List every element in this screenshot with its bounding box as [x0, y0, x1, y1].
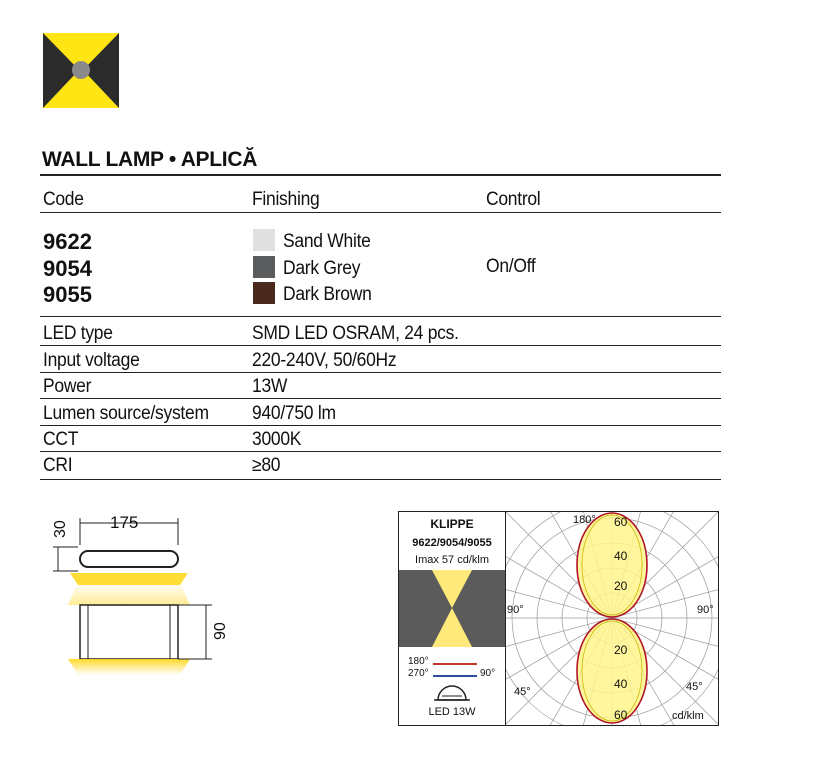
header-finishing: Finishing — [252, 189, 320, 210]
angle-label-left: 90° — [507, 604, 524, 616]
spec-value: SMD LED OSRAM, 24 pcs. — [252, 323, 459, 344]
dimension-width: 175 — [110, 513, 139, 532]
spec-label: Input voltage — [43, 350, 140, 371]
header-rule — [40, 212, 721, 213]
polar-diagram — [506, 512, 718, 725]
tick-label: 40 — [614, 549, 628, 563]
photometric-codes: 9622/9054/9055 — [412, 537, 492, 549]
legend-line-blue — [433, 675, 477, 677]
title-rule — [40, 174, 721, 176]
header-control: Control — [486, 189, 541, 210]
swatch-sand-white — [253, 229, 275, 251]
intensity-lobe — [577, 619, 647, 723]
spec-value: 220-240V, 50/60Hz — [252, 350, 397, 371]
spec-label: CCT — [43, 429, 79, 450]
angle-label-top: 180° — [573, 514, 596, 526]
spec-rule — [40, 398, 721, 399]
spec-label: CRI — [43, 455, 73, 476]
intensity-lobe — [577, 513, 647, 617]
dimension-height-top: 30 — [52, 520, 69, 538]
product-code: 9054 — [43, 256, 92, 281]
swatch-dark-brown — [253, 282, 275, 304]
spec-value: ≥80 — [252, 455, 281, 476]
product-title: WALL LAMP • APLICĂ — [42, 148, 258, 171]
tick-label: 20 — [614, 643, 628, 657]
spec-value: 3000K — [252, 429, 302, 450]
angle-label-bottom-right: 45° — [686, 681, 703, 693]
spec-value: 940/750 lm — [252, 403, 336, 424]
tick-label: 60 — [614, 708, 628, 722]
angle-label-bottom-left: 45° — [514, 686, 531, 698]
spec-rule — [40, 425, 721, 426]
angle-label-right: 90° — [697, 604, 714, 616]
finish-label: Dark Brown — [283, 284, 372, 305]
photometric-name: KLIPPE — [430, 517, 474, 531]
tick-label: 20 — [614, 579, 628, 593]
spec-label: Lumen source/system — [43, 403, 209, 424]
tick-label: 40 — [614, 677, 628, 691]
header-code: Code — [43, 189, 84, 210]
finish-label: Sand White — [283, 231, 371, 252]
lamp-logo-icon — [43, 33, 119, 108]
product-code: 9622 — [43, 229, 92, 254]
swatch-dark-grey — [253, 256, 275, 278]
legend-270: 270° — [408, 668, 429, 679]
dimension-height-side: 90 — [212, 622, 229, 640]
spec-value: 13W — [252, 376, 288, 397]
unit-label: cd/klm — [672, 710, 704, 722]
spec-label: Power — [43, 376, 92, 397]
spec-rule — [40, 345, 721, 346]
beam-icon — [399, 570, 505, 647]
legend-180: 180° — [408, 656, 429, 667]
legend-90: 90° — [480, 668, 496, 679]
brand-logo — [43, 33, 119, 108]
led-label: LED 13W — [428, 706, 476, 718]
spec-rule — [40, 479, 721, 480]
spec-rule — [40, 372, 721, 373]
finish-label: Dark Grey — [283, 258, 361, 279]
legend-line-red — [433, 663, 477, 665]
tick-label: 60 — [614, 515, 628, 529]
product-code: 9055 — [43, 282, 92, 307]
led-dome-icon — [432, 680, 472, 702]
technical-drawing — [40, 505, 240, 675]
spec-rule — [40, 316, 721, 317]
photometric-imax: Imax 57 cd/klm — [415, 554, 489, 566]
spec-label: LED type — [43, 323, 113, 344]
spec-rule — [40, 451, 721, 452]
control-value: On/Off — [486, 256, 536, 277]
